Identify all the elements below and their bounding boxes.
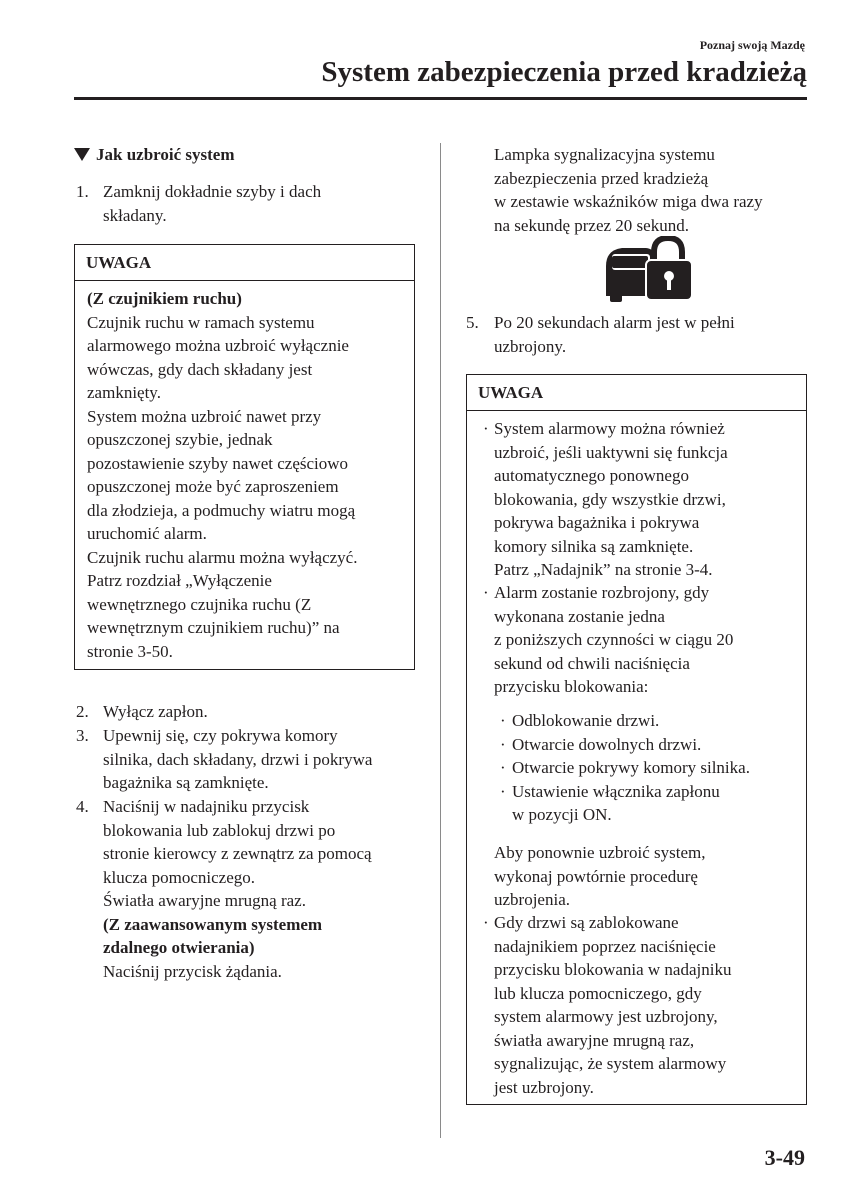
- indicator-intro: Lampka sygnalizacyjna systemu zabezpieczenia przed kradzieżą w zestawie wskaźników miga dwa razy na sekundę przez 20 sekund.: [494, 145, 763, 235]
- triangle-bullet-icon: [74, 148, 90, 161]
- step-1-number: 1.: [76, 182, 89, 201]
- bullet-dot-icon: ·: [483, 583, 489, 602]
- step-5-number: 5.: [466, 313, 479, 332]
- bullet-dot-icon: ·: [483, 419, 489, 438]
- note-subbullets: [500, 709, 750, 827]
- bullet-dot-icon: ·: [500, 711, 506, 730]
- section-label: Poznaj swoją Mazdę: [699, 38, 805, 52]
- page-number: 3-49: [764, 1145, 805, 1170]
- column-divider: [440, 143, 441, 1138]
- step-2-number: 2.: [76, 702, 89, 721]
- note-box-motion-sensor: [74, 244, 415, 670]
- bullet-dot-icon: ·: [500, 781, 506, 801]
- step-3-number: 3.: [76, 726, 89, 745]
- page-title: System zabezpieczenia przed kradzieżą: [321, 56, 807, 88]
- subbullet-item: · Ustawienie włącznika zapłonu w pozycji ON.: [500, 781, 720, 824]
- subbullet-item: · Otwarcie dowolnych drzwi.: [500, 733, 750, 757]
- car-padlock-indicator-icon: [602, 236, 694, 304]
- note-box-alarm: [466, 374, 807, 1105]
- section-heading: Jak uzbroić system: [74, 143, 235, 167]
- note-bullet-2: · Alarm zostanie rozbrojony, gdy wykonana zostanie jedna z poniższych czynności w ciągu 20 sekund od chwili naciśnięcia przycisku blokowania:: [483, 583, 734, 696]
- note-rearm-text: Aby ponownie uzbroić system, wykonaj powtórnie procedurę uzbrojenia.: [494, 843, 706, 909]
- note-bullet-3: · Gdy drzwi są zablokowane nadajnikiem poprzez naciśnięcie przycisku blokowania w nadajniku lub klucza pomocniczego, gdy system alarmowy jest uzbrojony, światła awaryjne mrugną raz, sygnalizując, że system alarmowy jest uzbrojony.: [483, 913, 732, 1097]
- header-rule: [74, 97, 807, 100]
- note-title: UWAGA: [75, 245, 414, 281]
- bullet-dot-icon: ·: [483, 913, 489, 932]
- step-4-text: Naciśnij w nadajniku przycisk blokowania lub zablokuj drzwi po stronie kierowcy z zewnątrz za pomocą klucza pomocniczego. Światła awaryjne mrugną raz. (Z zaawansowanym systemem zdalnego otwierania) Naciśnij przycisk żądania.: [103, 797, 372, 981]
- note-subheading: (Z czujnikiem ruchu): [87, 289, 242, 308]
- step-4-number: 4.: [76, 797, 89, 816]
- note-title: UWAGA: [467, 375, 806, 411]
- bullet-dot-icon: ·: [500, 758, 506, 777]
- step-2-text: Wyłącz zapłon.: [103, 702, 208, 721]
- subbullet-item: · Odblokowanie drzwi.: [500, 709, 750, 733]
- step-5-text: Po 20 sekundach alarm jest w pełni uzbrojony.: [494, 313, 735, 356]
- subbullet-item: · Otwarcie pokrywy komory silnika.: [500, 756, 750, 780]
- note-bullet-1: · System alarmowy można również uzbroić, jeśli uaktywni się funkcja automatycznego ponownego blokowania, gdy wszystkie drzwi, pokrywa bagażnika i pokrywa komory silnika są zamknięte. Patrz „Nadajnik” na stronie 3-4.: [483, 419, 728, 579]
- step-3-text: Upewnij się, czy pokrywa komory silnika, dach składany, drzwi i pokrywa bagażnika są zamknięte.: [103, 726, 373, 792]
- bullet-dot-icon: ·: [500, 734, 506, 754]
- note-body: Czujnik ruchu w ramach systemu alarmowego można uzbroić wyłącznie wówczas, gdy dach składany jest zamknięty. System można uzbroić nawet przy opuszczonej szybie, jednak pozostawienie szyby nawet częściowo opuszczonej może być zaproszeniem dla złodzieja, a podmuchy wiatru mogą uruchomić alarm. Czujnik ruchu alarmu można wyłączyć. Patrz rozdział „Wyłączenie wewnętrznego czujnika ruchu (Z wewnętrznym czujnikiem ruchu)” na stronie 3-50.: [87, 312, 358, 661]
- step-1-text: Zamknij dokładnie szyby i dach składany.: [103, 182, 322, 225]
